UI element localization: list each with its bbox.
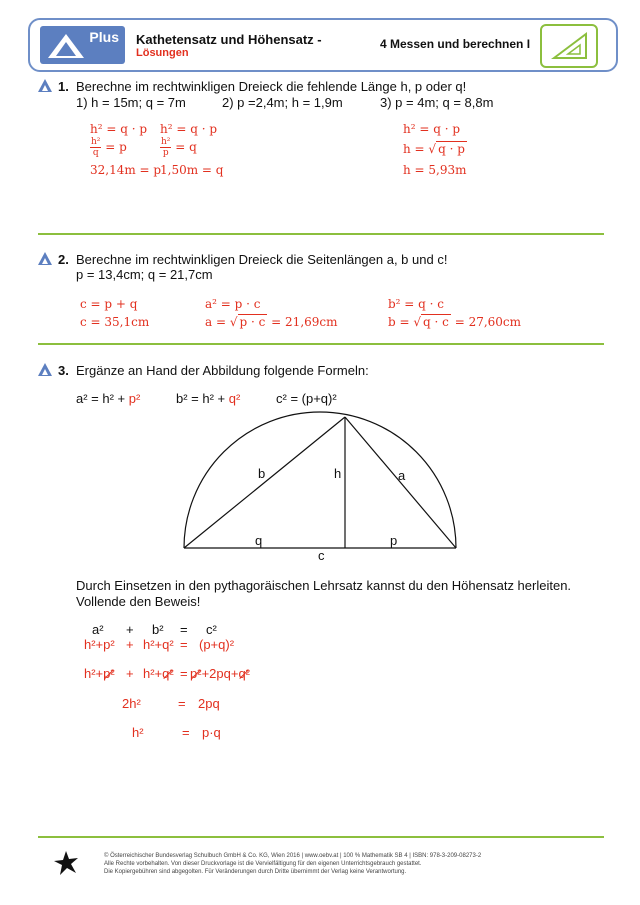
- header-subtitle: Lösungen: [136, 47, 189, 59]
- task2-a2: a = √ p · c = 21,69cm: [205, 315, 338, 329]
- divider: [38, 836, 604, 838]
- label-p: p: [390, 533, 398, 548]
- sol3-line1: h² = q · p: [403, 122, 461, 136]
- proof-row3-c: p²+2pq+q²: [190, 666, 250, 681]
- task-triangle-icon: [38, 252, 52, 265]
- sol3-line3: h = 5,93m: [403, 163, 467, 177]
- task2-c2: c = 35,1cm: [80, 315, 150, 329]
- sol1-line3: 32,14m = p: [90, 163, 162, 177]
- label-c: c: [318, 548, 325, 563]
- proof-term: =: [180, 666, 188, 681]
- label-b: b: [258, 466, 266, 481]
- task2-c1: c = p + q: [80, 297, 138, 311]
- header-chapter: 4 Messen und berechnen I: [380, 37, 531, 51]
- sol2-line1: h² = q · p: [160, 122, 218, 136]
- proof-term: p·q: [202, 725, 221, 740]
- proof-term: h²: [132, 725, 144, 740]
- label-a: a: [398, 468, 406, 483]
- label-h: h: [334, 466, 342, 481]
- sol3-line2: h = √ q · p: [403, 142, 465, 156]
- task-number: 1.: [58, 79, 69, 94]
- proof-intro: Durch Einsetzen in den pythagoräischen Lehrsatz kannst du den Höhensatz herleiten.: [76, 578, 572, 593]
- task2-a1: a² = p · c: [205, 297, 261, 311]
- task-number: 3.: [58, 363, 69, 378]
- header-title: Kathetensatz und Höhensatz -: [136, 32, 322, 47]
- task-triangle-icon: [38, 363, 52, 376]
- logo-text: Plus: [89, 29, 119, 45]
- proof-term: +: [126, 666, 134, 681]
- proof-term: (p+q)²: [199, 637, 235, 652]
- leg-b: [184, 417, 345, 548]
- proof-term: h²+p²: [84, 637, 115, 652]
- sol2-line2: $\frac{\text{h²}}{p}$ = q: [161, 137, 197, 158]
- sol2-line3: 1,50m = q: [160, 163, 224, 177]
- divider: [38, 233, 604, 235]
- task-prompt: Ergänze an Hand der Abbildung folgende Formeln:: [76, 363, 369, 378]
- formula-b: b² = h² + q²: [176, 391, 241, 406]
- logo-triangle-icon: [46, 32, 86, 60]
- proof-term: +: [126, 637, 134, 652]
- proof-term: =: [178, 696, 186, 711]
- formula-a: a² = h² + p²: [76, 391, 141, 406]
- footer-text: © Österreichischer Bundesverlag Schulbuch GmbH & Co. KG, Wien 2016 | www.oebv.at | 100 % Mathematik SB 4 | ISBN: 978-3-209-08273-2 Alle Rechte vorbehalten. Von dieser Druckvorlage ist die Vervielfältigung für den eigenen Unterrichtsgebrauch gestattet. Die Kopiergebühren sind abgegolten. Für Veränderungen durch Dritte übernimmt der Verlag keine Verantwortung.: [104, 853, 482, 875]
- task-prompt: Berechne im rechtwinkligen Dreieck die fehlende Länge h, p oder q!: [76, 79, 467, 94]
- task-prompt: Berechne im rechtwinkligen Dreieck die Seitenlängen a, b und c!: [76, 252, 448, 267]
- task1-part3: 3) p = 4m; q = 8,8m: [380, 95, 494, 110]
- proof-row3-b: h²+q²: [143, 666, 174, 681]
- label-q: q: [255, 533, 263, 548]
- task-triangle-icon: [38, 79, 52, 92]
- formula-c: c² = (p+q)²: [276, 391, 337, 406]
- thales-diagram: [170, 405, 470, 565]
- set-square-box: [540, 24, 598, 68]
- task2-b2: b = √ q · c = 27,60cm: [388, 315, 522, 329]
- proof-term: +: [126, 622, 134, 637]
- proof-term: c²: [206, 622, 217, 637]
- sol1-line1: h² = q · p: [90, 122, 148, 136]
- task-number: 2.: [58, 252, 69, 267]
- sol1-line2: $\frac{\text{h²}}{q}$ = p: [91, 137, 127, 158]
- proof-term: =: [180, 637, 188, 652]
- set-square-icon: [542, 26, 596, 66]
- task1-part1: 1) h = 15m; q = 7m: [76, 95, 186, 110]
- proof-term: h²+q²: [143, 637, 174, 652]
- proof-term: =: [180, 622, 188, 637]
- proof-instruction: Vollende den Beweis!: [76, 594, 201, 609]
- proof-term: 2pq: [198, 696, 220, 711]
- proof-row3: h²+p²: [84, 666, 115, 681]
- task2-given: p = 13,4cm; q = 21,7cm: [76, 267, 213, 282]
- proof-term: a²: [92, 622, 104, 637]
- proof-term: =: [182, 725, 190, 740]
- task1-part2: 2) p =2,4m; h = 1,9m: [222, 95, 343, 110]
- publisher-logo-icon: [52, 849, 80, 877]
- logo: [40, 26, 125, 64]
- proof-term: 2h²: [122, 696, 141, 711]
- semicircle: [184, 412, 456, 548]
- divider: [38, 343, 604, 345]
- proof-term: b²: [152, 622, 164, 637]
- task2-b1: b² = q · c: [388, 297, 445, 311]
